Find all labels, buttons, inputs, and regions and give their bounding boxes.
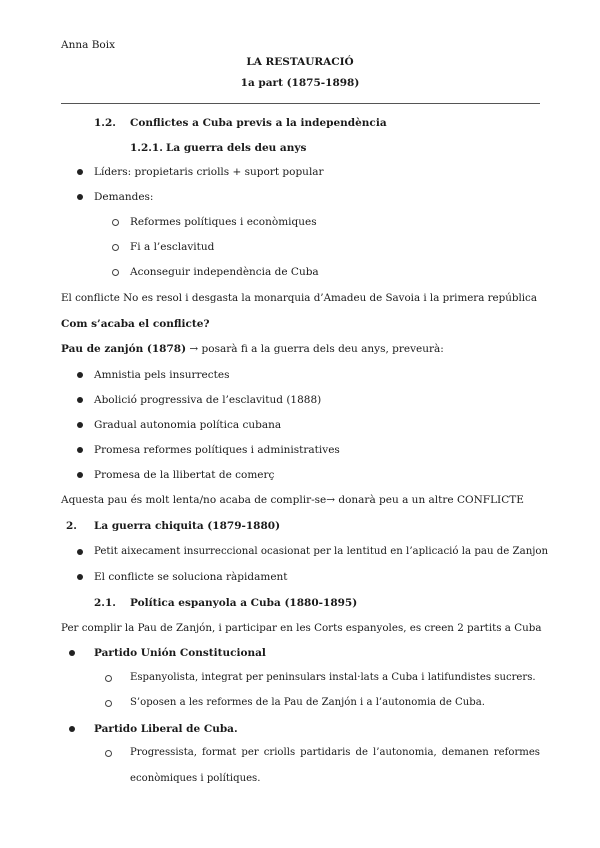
section-heading-1-2-1: La guerra dels deu anys [166,142,307,154]
party-name-union: Partido Unión Constitucional [94,647,266,659]
list-item: Amnistia pels insurrectes [94,369,230,381]
list-item: Petit aixecament insurreccional ocasionat per la lentitud en l’aplicació la pau de Zanjon [94,546,549,557]
pau-title: Pau de zanjón (1878) [61,343,187,355]
list-item: Promesa de la llibertat de comerç [94,469,275,481]
section-heading-1-2: Conflictes a Cuba previs a la independència [130,117,387,129]
document-title: LA RESTAURACIÓ [246,56,354,68]
party-name-liberal: Partido Liberal de Cuba. [94,723,238,735]
sub-list-item: Reformes polítiques i econòmiques [130,216,317,228]
section-number-1-2-1: 1.2.1. [130,142,163,154]
bullet-icon [69,726,75,732]
question-heading: Com s’acaba el conflicte? [61,318,210,330]
section-heading-2 [94,519,280,533]
paragraph-parties: Per complir la Pau de Zanjón, i participar en les Corts espanyoles, es creen 2 partits a Cuba [61,622,542,634]
pau-description: → posarà fi a la guerra dels deu anys, preveurà: [186,343,444,355]
list-item: El conflicte se soluciona ràpidament [94,571,288,583]
sub-list-item: Aconseguir independència de Cuba [130,266,319,278]
paragraph-pau [61,342,444,356]
paragraph-pau-slow: Aquesta pau és molt lenta/no acaba de complir-se→ donarà peu a un altre CONFLICTE [61,494,524,506]
circle-bullet-icon [105,700,112,707]
section-number-2: 2. [66,520,77,532]
list-item: Promesa reformes polítiques i administratives [94,444,340,456]
bullet-icon [77,447,83,453]
author-name: Anna Boix [61,39,116,51]
section-number-1-2: 1.2. [94,117,116,129]
circle-bullet-icon [105,675,112,682]
circle-bullet-icon [105,750,112,757]
bullet-icon [77,549,83,555]
section-heading-2-dates: (1879-1880) [203,520,281,532]
list-item-lideres: Líders: propietaris criolls + suport popular [94,166,324,178]
bullet-icon [77,472,83,478]
sub-list-item: S’oposen a les reformes de la Pau de Zanjón i a l’autonomia de Cuba. [130,697,485,708]
paragraph-conflict: El conflicte No es resol i desgasta la monarquia d’Amadeu de Savoia i la primera república [61,292,537,304]
document-subtitle: 1a part (1875-1898) [240,77,360,89]
section-heading-2-1-dates: (1880-1895) [280,597,358,609]
circle-bullet-icon [112,219,119,226]
bullet-icon [77,397,83,403]
bullet-icon [77,574,83,580]
sub-list-item: Progressista, format per criolls partidaris de l’autonomia, demanen reformes [130,747,540,758]
bullet-icon [77,169,83,175]
circle-bullet-icon [112,244,119,251]
sub-list-item: Fi a l’esclavitud [130,241,215,253]
sub-list-item-continuation: econòmiques i polítiques. [130,773,261,784]
bullet-icon [77,194,83,200]
list-item-demandes: Demandes: [94,191,154,203]
bullet-icon [69,650,75,656]
header-divider [61,103,540,104]
list-item: Gradual autonomia política cubana [94,419,282,431]
list-item: Abolició progressiva de l’esclavitud (1888) [94,394,322,406]
section-heading-2-1-title: Política espanyola a Cuba [130,597,281,609]
circle-bullet-icon [112,269,119,276]
bullet-icon [77,372,83,378]
section-heading-2-title: La guerra chiquita [94,520,204,532]
section-heading-2-1 [130,596,357,610]
section-number-2-1: 2.1. [94,597,116,609]
sub-list-item: Espanyolista, integrat per peninsulars instal·lats a Cuba i latifundistes sucrers. [130,672,536,683]
bullet-icon [77,422,83,428]
